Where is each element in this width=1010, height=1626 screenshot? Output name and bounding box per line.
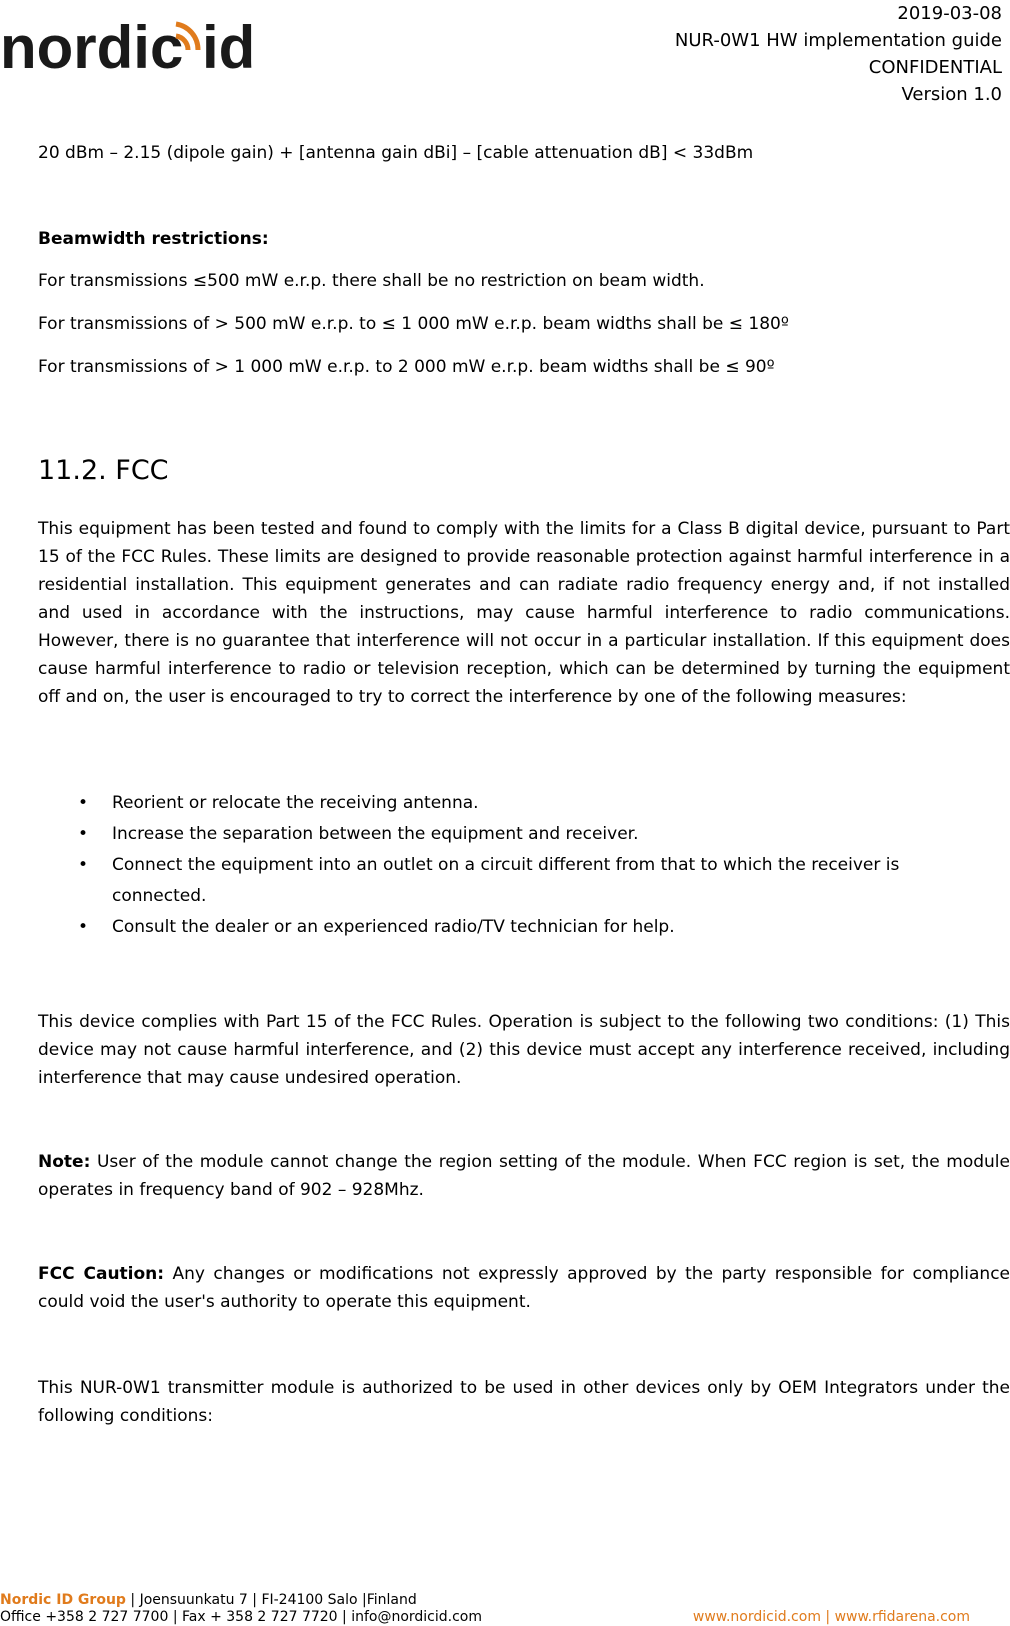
oem-paragraph: This NUR-0W1 transmitter module is authorized to be used in other devices only by OEM Integrators under the following conditions: (38, 1378, 1010, 1426)
note-paragraph (38, 1148, 1010, 1204)
beamwidth-line-1-block (38, 267, 1010, 295)
beamwidth-line-2-block (38, 310, 1010, 338)
bullet-icon: • (78, 855, 89, 875)
header-classification: CONFIDENTIAL (868, 57, 1002, 78)
caution-block (38, 1260, 1010, 1316)
list-item (78, 819, 978, 850)
note-text: User of the module cannot change the region setting of the module. When FCC region is set, the module operates in frequency band of 902 – 928Mhz. (38, 1152, 1010, 1200)
list-item-text: Increase the separation between the equipment and receiver. (112, 824, 639, 844)
measures-list (78, 788, 978, 943)
nordic-id-logo (0, 10, 260, 74)
footer-links[interactable]: www.nordicid.com | www.rfidarena.com (692, 1609, 970, 1625)
fcc-section-heading-block (38, 454, 1010, 488)
beamwidth-section (38, 225, 1010, 253)
footer-brand: Nordic ID Group (0, 1592, 126, 1608)
note-block (38, 1148, 1010, 1204)
bullet-icon: • (78, 917, 89, 937)
beamwidth-heading: Beamwidth restrictions: (38, 229, 269, 249)
oem-block (38, 1374, 1010, 1430)
footer-contact: Office +358 2 727 7700 | Fax + 358 2 727 7720 | info@nordicid.com (0, 1609, 483, 1625)
fcc-intro-block (38, 515, 1010, 711)
note-label: Note: (38, 1152, 91, 1172)
list-item (78, 788, 978, 819)
page-footer (0, 1592, 1010, 1626)
beamwidth-line: For transmissions of > 500 mW e.r.p. to ≤ 1 000 mW e.r.p. beam widths shall be ≤ 180º (38, 314, 789, 334)
logo-text-id: id (202, 14, 256, 74)
beamwidth-line: For transmissions ≤500 mW e.r.p. there shall be no restriction on beam width. (38, 271, 705, 291)
footer-address: | Joensuunkatu 7 | FI-24100 Salo |Finland (125, 1592, 417, 1608)
caution-text: Any changes or modifications not expressly approved by the party responsible for compliance could void the user's authority to operate this equipment. (38, 1264, 1010, 1312)
logo-text-nordic: nordic (0, 14, 184, 74)
header-doc-title: NUR-0W1 HW implementation guide (674, 30, 1002, 51)
compliance-block (38, 1008, 1010, 1092)
list-item (78, 912, 978, 943)
caution-paragraph (38, 1260, 1010, 1316)
beamwidth-line-3-block (38, 353, 1010, 381)
formula-text: 20 dBm – 2.15 (dipole gain) + [antenna gain dBi] – [cable attenuation dB] < 33dBm (38, 143, 754, 163)
formula-block (38, 139, 1010, 167)
list-item-text: Connect the equipment into an outlet on a circuit different from that to which the receiver is connected. (112, 855, 900, 906)
footer-address-line (0, 1592, 1010, 1609)
header-date: 2019-03-08 (897, 3, 1002, 24)
document-header (675, 0, 1002, 108)
list-item-text: Reorient or relocate the receiving antenna. (112, 793, 479, 813)
section-heading: 11.2. FCC (38, 455, 169, 486)
bullet-icon: • (78, 793, 89, 813)
bullet-icon: • (78, 824, 89, 844)
list-item-text: Consult the dealer or an experienced radio/TV technician for help. (112, 917, 675, 937)
fcc-intro-paragraph: This equipment has been tested and found to comply with the limits for a Class B digital device, pursuant to Part 15 of the FCC Rules. These limits are designed to provide reasonable protection against harmful interference in a residential installation. This equipment generates and can radiate radio frequency energy and, if not installed and used in accordance with the instructions, may cause harmful interference to radio communications. However, there is no guarantee that interference will not occur in a particular installation. If this equipment does cause harmful interference to radio or television reception, which can be determined by turning the equipment off and on, the user is encouraged to try to correct the interference by one of the following measures: (38, 519, 1010, 707)
caution-label: FCC Caution: (38, 1264, 165, 1284)
compliance-paragraph: This device complies with Part 15 of the FCC Rules. Operation is subject to the following two conditions: (1) This device may not cause harmful interference, and (2) this device must accept any interference received, including interference that may cause undesired operation. (38, 1012, 1010, 1088)
logo-mark (0, 10, 260, 74)
header-version: Version 1.0 (901, 84, 1002, 105)
list-item (78, 850, 972, 912)
beamwidth-line: For transmissions of > 1 000 mW e.r.p. to 2 000 mW e.r.p. beam widths shall be ≤ 90º (38, 357, 775, 377)
